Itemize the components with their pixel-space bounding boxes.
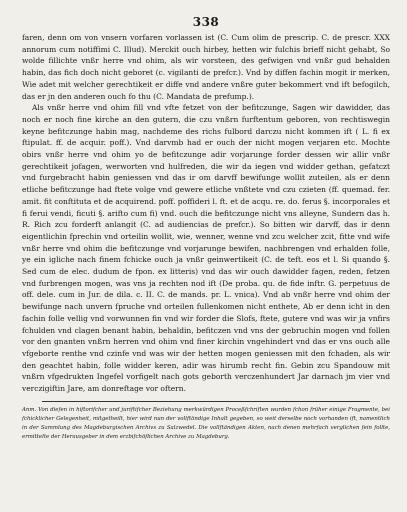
page-number: 338 [192, 15, 220, 29]
paragraph-continuation: faren, denn om von vnsern vorfaren vorlassen ist (C. Cum olim de prescrip. C. de prescr. XXX annorum cum notiffimi C. Illud). Merckit ouch hirbey, hetten wir fulchis brieff nicht gehabt, So wolde fillichte vnßr herre vnd ohim, als wir vorsteen, des gefwigen vnd vnßr gud behalden habin, das fich doch nicht geboret (c. vigilanti de prefcr.). Vnd by diffen fachin mogit ir merken, Wie adet mit welcher gerechtikeit er diffe vnd andere vnßre guter bekommert vnd ift befogilch, das er jn den anderen ouch fo thu (C. Mandata de prefump.). [22, 33, 390, 101]
footnote-divider [42, 401, 370, 402]
footnote [22, 406, 390, 443]
body-text [22, 32, 390, 395]
footnote-text: Anm. Von diefen in hiftorifcher und juriftifcher Beziehung merkwürdigen Proceßfchriften wurden fchon früher einige Fragmente, bei fchicklicher Gelegenheit, mitgetheilt, hier wird nun der vollftändige Inhalt gegeben, so weit derselbe noch vorhanden ift, namentlich in der Sammlung des Magdeburgischen Archivs zu Salzwedel. Die vollftändigen Akten, nach denen mehrfach verglichen fein follte, ermittelte der Herausgeber in dem erzbifchöflichen Archive zu Magdeburg. [22, 406, 390, 441]
paragraph-main: Als vnßr herre vnd ohim fill vnd vfte fetzet von der befitczunge, Sagen wir dawidder, das noch er noch fine kirche an den gutern, die czu vnßrn furftentum geboren, von rechtiswegin keyne befitczunge habin mag, nachdeme des richs fulbord darczu nicht kommen ift ( L. fi ex ftipulat. ff. de acquir. poff.). Vnd darvmb had er ouch der nicht mogen verjaren etc. Mochte obirs vnßr herre vnd ohim yo de befitczunge adir vorjarunge forder dessen wir allir vnßr gerechtikeit jofagen, werworten vnd hulfreden, die wir da iegen vnd widder gethan, gefatczt vnd furgebracht habin geniessen vnd das ir om darvff bewifunge wollit zuteilen, als er denn etliche befitczunge had ftete volge vnd gewere etliche vnßtete vnd czu czieten (ff. quemad. fer. amit. fit conftituta et de acquirend. poff. poffideri l. ft. et de acqu. re. do. ferus §. incorporales et fi ferui vendi, ficuti §. arifto cum fi) vnd. ouch die befitczunge nicht vns alleyne, Sundern das h. R. Rich zcu forderft anlangit (C. ad audiencias de prefcr.). So bitten wir darvff, das ir denn eigentlichin fprechin vnd orteilin wollit, wie, wenner, wenne vnd zcu welcher zcit, fitte vnd wife vnßr herre vnd ohim die befitczunge vnd vorjarunge bewifen, nachbrengen vnd erhalden folle, ye ein igliche nach finem fchicke ouch ja vnßr geinwertikeit (C. de teft. eos et l. Si quando §. Sed cum de elec. dudum de fpon. ex litteris) vnd das wir ouch dawidder fagen, reden, fetzen vnd furbrengen mogen, was vns ja rechten nod ift (De proba. qu. de fide inftr. G. perpetuus de off. dele. cum in Jur. de dila. c. II. C. de mands. pr. L. vnica). Vnd ab vnßr herre vnd ohim der bewifunge nach unvern fpruche vnd orteilen fullenkomen nicht enthete, Ab er denn icht in den fachin folle vellig vnd vorwunnen fin vnd wir forder die Slofs, ftete, gutere vnd was wir ja vnfirs fchulden vnd clagen benant habin, behaldin, befitczen vnd vns der gebruchin mogen vnd follen vor den gnanten vnßrn herren vnd ohim vnd finer kirchin vngehindert vnd das er vns ouch alle vfgeborte renthe vnd czinfe vnd was wir der hetten mogen geniessen mit den fchaden, als wir den geachtet habin, folle widder keren, adir was hirumb recht fin. Gebin zcu Spandouw mit vnßrn vfgedrukten Ingefel vorfigelt nach gots geborth verczenhundert Jar darnach jm vier vnd verczigiftin Jare, am donreftage vor oftern. [22, 103, 390, 394]
